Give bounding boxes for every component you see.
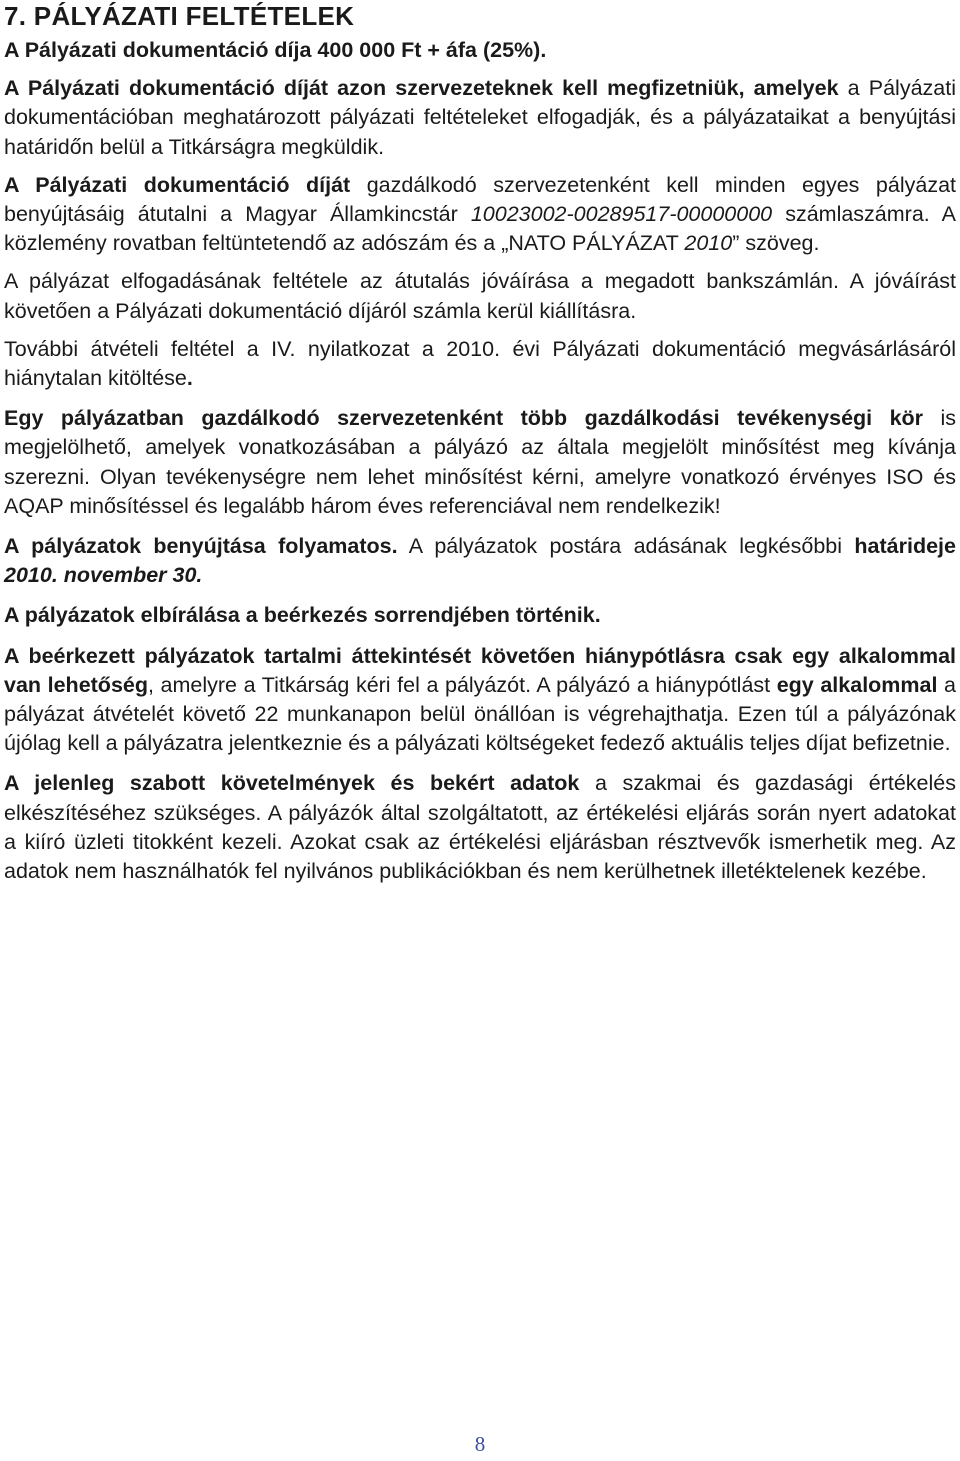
additional-condition-paragraph: [4, 335, 956, 393]
section-title: 7. PÁLYÁZATI FELTÉTELEK: [4, 1, 355, 31]
deficiency-text-2: a pályázat átvételét követő 22 munkanapon belül önállóan is végrehajthatja. Ezen túl a pályázónak újólag kell a pályázatra jelentkeznie és a pályázati költségeket fedező aktuális teljes díjat befizetnie.: [4, 672, 957, 756]
evaluation-order-paragraph: A pályázatok elbírálása a beérkezés sorrendjében történik.: [4, 603, 601, 628]
transfer-paragraph: [4, 171, 956, 259]
deficiency-lead: A beérkezett pályázatok tartalmi áttekintését követően hiánypótlásra csak egy alkalommal van lehetőség: [4, 643, 956, 697]
transfer-text-2: számlaszámra. A közlemény rovatban feltüntetendő az adószám és a „NATO PÁLYÁZAT: [4, 202, 956, 256]
data-handling-paragraph: [4, 769, 956, 886]
deadline-date: 2010. november 30.: [4, 563, 203, 588]
document-page: [4, 0, 956, 886]
additional-condition-dot: .: [186, 366, 193, 391]
activity-text: is megjelölhető, amelyek vonatkozásában a pályázó az általa megjelölt minősítést meg kívánja szerezni. Olyan tevékenységre nem lehet minősítést kérni, amelyre vonatkozó érvényes ISO és AQAP minősítéssel és legalább három éves referenciával nem rendelkezik!: [4, 406, 956, 518]
fee-obligation-text: a Pályázati dokumentációban meghatározott pályázati feltételeket elfogadják, és a pályázataikat a benyújtási határidőn belül a Titkárságra megküldik.: [4, 76, 956, 159]
activity-lead: Egy pályázatban gazdálkodó szervezetenként több gazdálkodási tevékenységi kör: [4, 406, 924, 431]
additional-condition-text: További átvételi feltétel a IV. nyilatkozat a 2010. évi Pályázati dokumentáció megvásárlásáról hiánytalan kitöltése: [4, 336, 956, 391]
submission-text: A pályázatok postára adásának legkésőbbi: [397, 534, 855, 559]
transfer-year: 2010: [684, 231, 733, 256]
acceptance-paragraph: A pályázat elfogadásának feltétele az átutalás jóváírása a megadott bankszámlán. A jóváírást követően a Pályázati dokumentáció díjáról számla kerül kiállításra.: [4, 269, 956, 323]
data-handling-text: a szakmai és gazdasági értékelés elkészítéséhez szükséges. A pályázók által szolgáltatott, az értékelési eljárás során nyert adatokat a kiíró üzleti titokként kezeli. Azokat csak az értékelési eljárásban résztvevők ismerhetik meg. Az adatok nem használhatók fel nyilvános publikációkban és nem kerülhetnek illetéktelenek kezébe.: [4, 771, 956, 884]
transfer-lead: A Pályázati dokumentáció díját: [4, 172, 351, 197]
fee-obligation-paragraph: [4, 74, 956, 162]
submission-lead: A pályázatok benyújtása folyamatos.: [4, 534, 398, 559]
submission-paragraph: [4, 532, 956, 590]
fee-paragraph: A Pályázati dokumentáció díja 400 000 Ft + áfa (25%).: [4, 38, 547, 62]
transfer-text-3: ” szöveg.: [732, 231, 820, 256]
account-number: 10023002-00289517-00000000: [470, 202, 773, 227]
deadline-label: határideje: [854, 534, 956, 559]
transfer-text: gazdálkodó szervezetenként kell minden egyes pályázat benyújtásáig átutalni a Magyar Államkincstár: [4, 172, 956, 227]
fee-obligation-bold: A Pályázati dokumentáció díját azon szervezeteknek kell megfizetniük, amelyek: [4, 76, 839, 101]
data-handling-lead: A jelenleg szabott követelmények és bekért adatok: [4, 771, 580, 796]
deficiency-paragraph: [4, 642, 956, 759]
deficiency-text: , amelyre a Titkárság kéri fel a pályázót. A pályázó a hiánypótlást: [148, 672, 777, 697]
deficiency-bold: egy alkalommal: [776, 672, 938, 697]
page-number: 8: [474, 1432, 486, 1456]
activity-paragraph: [4, 404, 956, 521]
